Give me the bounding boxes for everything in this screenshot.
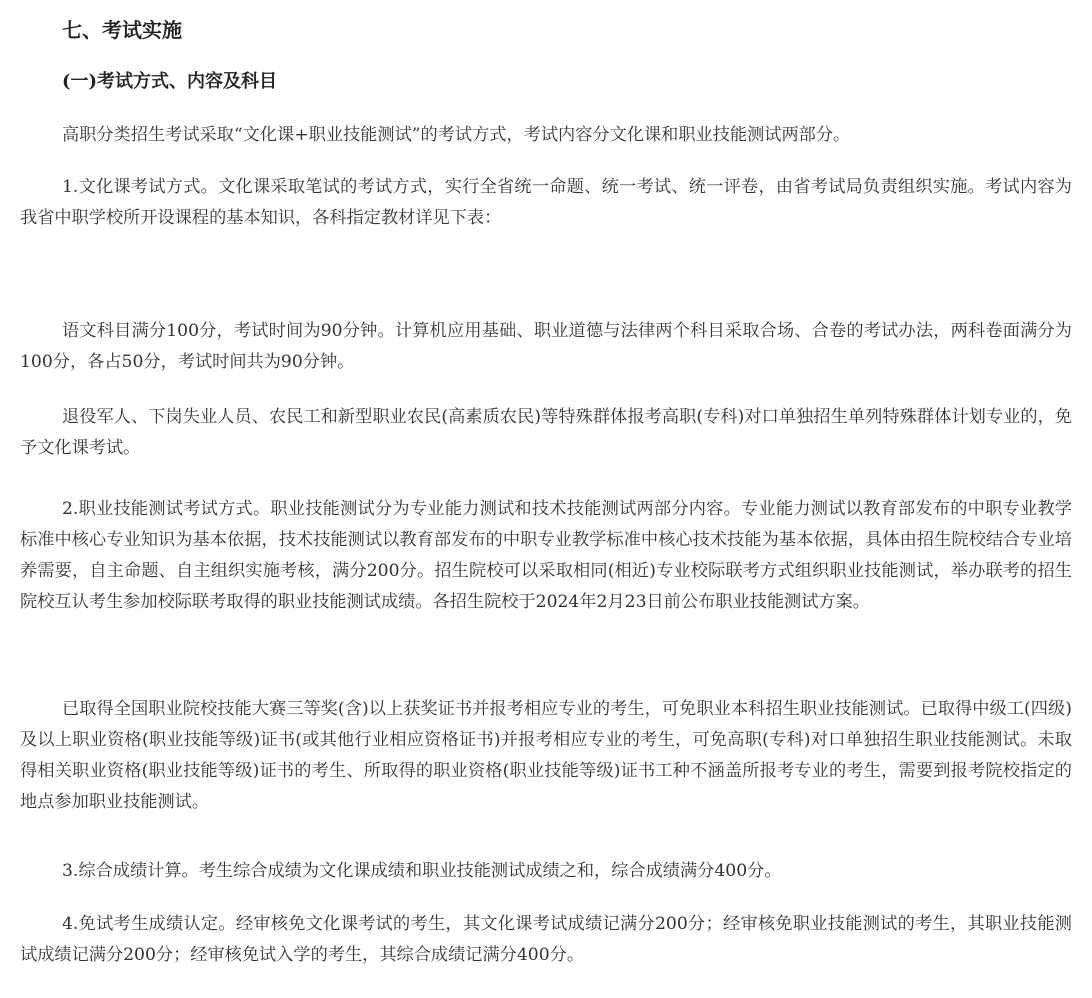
paragraph-subject-scores: 语文科目满分100分，考试时间为90分钟。计算机应用基础、职业道德与法律两个科目采取合场、合卷的考试办法，两科卷面满分为100分，各占50分，考试时间共为90分钟。 <box>20 321 1072 372</box>
subsection-title: (一)考试方式、内容及科目 <box>62 71 278 92</box>
paragraph-exam-method: 高职分类招生考试采取“文化课+职业技能测试”的考试方式，考试内容分文化课和职业技能测试两部分。 <box>62 125 851 145</box>
paragraph-exempt-scores: 4.免试考生成绩认定。经审核免文化课考试的考生，其文化课考试成绩记满分200分；经审核免职业技能测试的考生，其职业技能测试成绩记满分200分；经审核免试入学的考生，其综合成绩记满分400分。 <box>20 914 1072 965</box>
paragraph-total-score: 3.综合成绩计算。考生综合成绩为文化课成绩和职业技能测试成绩之和，综合成绩满分400分。 <box>62 861 782 881</box>
paragraph-special-groups: 退役军人、下岗失业人员、农民工和新型职业农民(高素质农民)等特殊群体报考高职(专科)对口单独招生单列特殊群体计划专业的，免予文化课考试。 <box>20 407 1072 458</box>
paragraph-skills-exemption: 已取得全国职业院校技能大赛三等奖(含)以上获奖证书并报考相应专业的考生，可免职业本科招生职业技能测试。已取得中级工(四级)及以上职业资格(职业技能等级)证书(或其他行业相应资格证书)并报考相应专业的考生，可免高职(专科)对口单独招生职业技能测试。未取得相关职业资格(职业技能等级)证书的考生、所取得的职业资格(职业技能等级)证书工种不涵盖所报考专业的考生，需要到报考院校指定的地点参加职业技能测试。 <box>20 699 1072 812</box>
paragraph-skills-test: 2.职业技能测试考试方式。职业技能测试分为专业能力测试和技术技能测试两部分内容。专业能力测试以教育部发布的中职专业教学标准中核心专业知识为基本依据，技术技能测试以教育部发布的中职专业教学标准中核心技术技能为基本依据，具体由招生院校结合专业培养需要，自主命题、自主组织实施考核，满分200分。招生院校可以采取相同(相近)专业校际联考方式组织职业技能测试，举办联考的招生院校互认考生参加校际联考取得的职业技能测试成绩。各招生院校于2024年2月23日前公布职业技能测试方案。 <box>20 499 1072 612</box>
section-title: 七、考试实施 <box>62 18 182 42</box>
paragraph-culture-exam: 1.文化课考试方式。文化课采取笔试的考试方式，实行全省统一命题、统一考试、统一评卷，由省考试局负责组织实施。考试内容为我省中职学校所开设课程的基本知识，各科指定教材详见下表： <box>20 177 1072 228</box>
